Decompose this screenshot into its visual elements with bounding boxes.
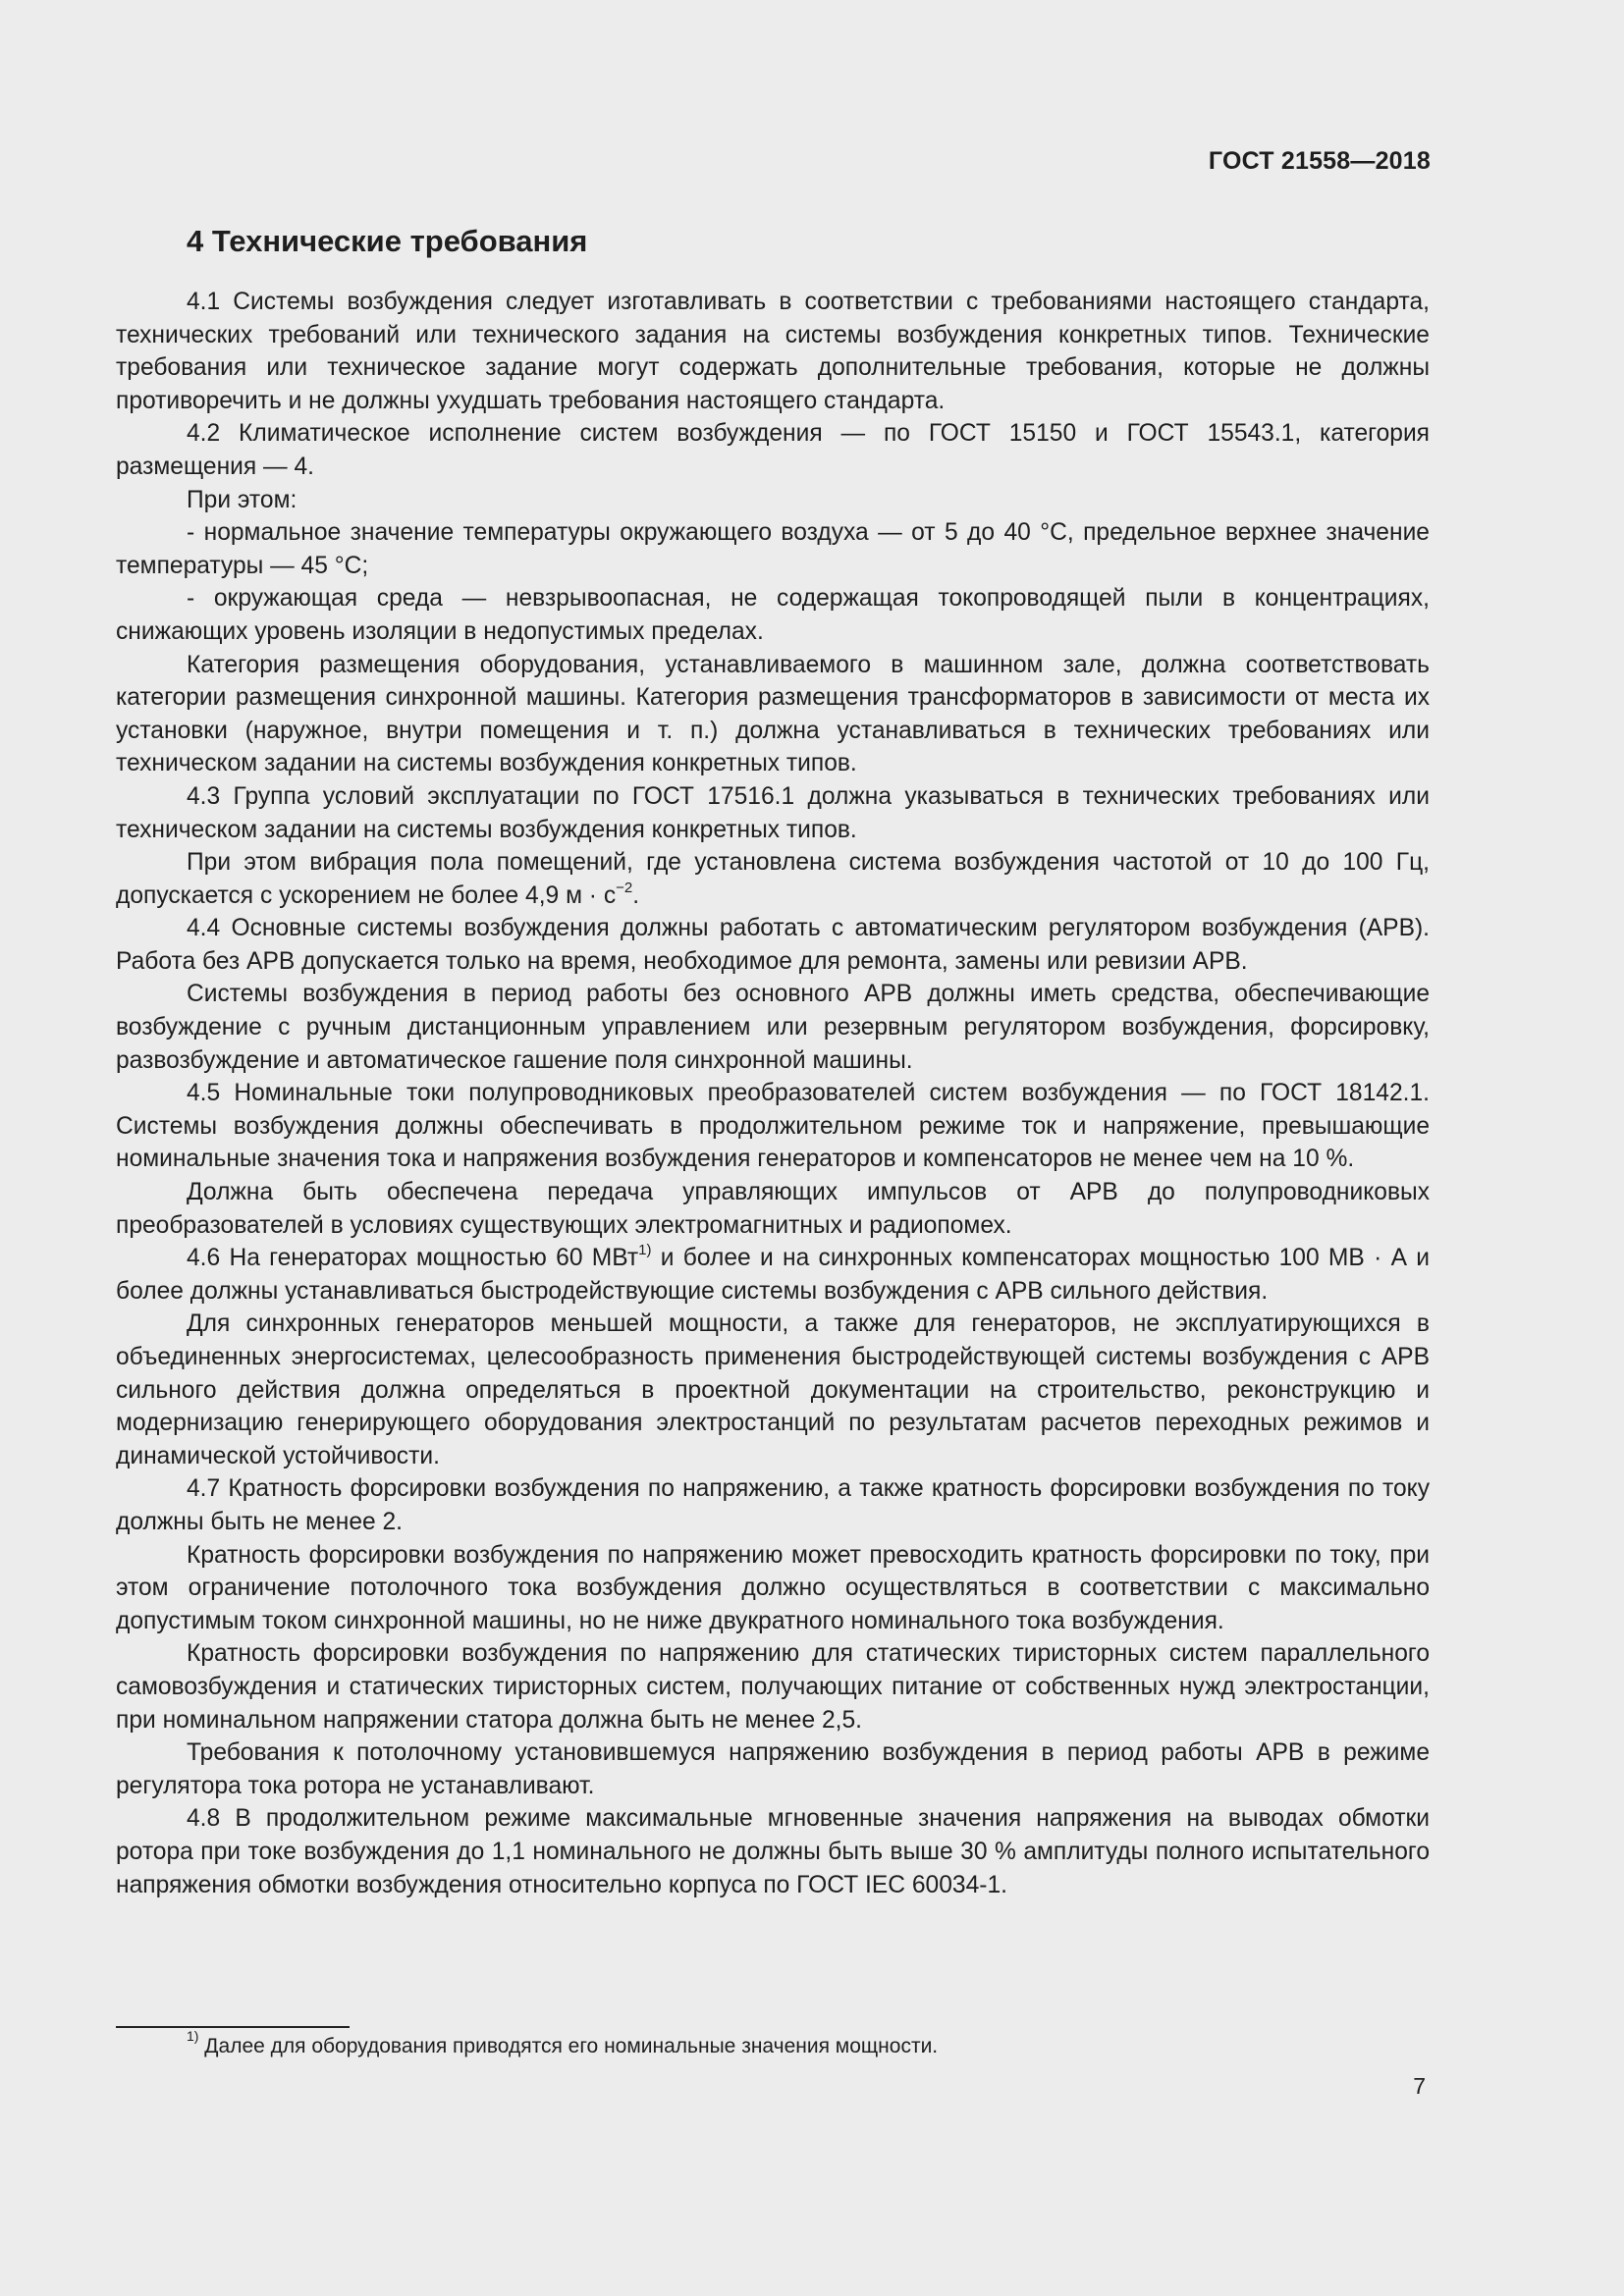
document-code: ГОСТ 21558—2018 [1208,147,1431,175]
paragraph-small-generators: Для синхронных генераторов меньшей мощности, а также для генераторов, не эксплуатирующихся в объединенных энергосистемах, целесообразность применения быстродействующей системы возбуждения с АРВ сильного действия должна определяться в проектной документации на строительство, реконструкцию и модернизацию генерирующего оборудования электростанций по результатам расчетов переходных режимов и динамической устойчивости. [116,1310,1430,1469]
vibration-text: При этом вибрация пола помещений, где установлена система возбуждения частотой от 10 до 100 Гц, допускается с ускорением не более 4,9 м · с [116,849,1430,909]
p46-start: 4.6 На генераторах мощностью 60 МВт [187,1245,639,1272]
footnote-text: Далее для оборудования приводятся его номинальные значения мощности. [198,2035,939,2057]
paragraph-4-8: 4.8 В продолжительном режиме максимальные мгновенные значения напряжения на выводах обмотки ротора при токе возбуждения до 1,1 номинального не должны быть выше 30 % амплитуды полного испытательного напряжения обмотки возбуждения относительно корпуса по ГОСТ IEC 60034-1. [116,1805,1430,1898]
period: . [632,881,640,909]
footnote-marker: 1) [187,2028,199,2044]
paragraph-4-4: 4.4 Основные системы возбуждения должны работать с автоматическим регулятором возбуждения (АРВ). Работа без АРВ допускается только на время, необходимое для ремонта, замены или ревизии АРВ. [116,915,1430,975]
footnote-divider [116,2026,350,2028]
paragraph-4-6 [116,1242,1430,1308]
paragraph-4-3: 4.3 Группа условий эксплуатации по ГОСТ 17516.1 должна указываться в технических требованиях или техническом задании на системы возбуждения конкретных типов. [116,782,1430,843]
exponent: −2 [616,879,633,896]
paragraph-vibration [116,846,1430,912]
paragraph-4-1: 4.1 Системы возбуждения следует изготавливать в соответствии с требованиями настоящего стандарта, технических требований или технического задания на системы возбуждения конкретных типов. Технические требования или техническое задание могут содержать дополнительные требования, которые не должны противоречить и не должны ухудшать требования настоящего стандарта. [116,289,1430,414]
paragraph-forcing-voltage: Кратность форсировки возбуждения по напряжению может превосходить кратность форсировки по току, при этом ограничение потолочного тока возбуждения должно осуществляться в соответствии с максимально допустимым током синхронной машины, но не ниже двукратного номинального тока возбуждения. [116,1541,1430,1634]
p46-rest: и более и на синхронных компенсаторах мощностью 100 МВ · А и более должны устанавливаться быстродействующие системы возбуждения с АРВ сильного действия. [116,1245,1430,1305]
paragraph-placement-category: Категория размещения оборудования, устанавливаемого в машинном зале, должна соответствовать категории размещения синхронной машины. Категория размещения трансформаторов в зависимости от места их установки (наружное, внутри помещения и т. п.) должна устанавливаться в технических требованиях или техническом задании на системы возбуждения конкретных типов. [116,651,1430,777]
paragraph-ceiling-voltage: Требования к потолочному установившемуся напряжению возбуждения в период работы АРВ в режиме регулятора тока ротора не устанавливают. [116,1739,1430,1799]
paragraph-control-pulses: Должна быть обеспечена передача управляющих импульсов от АРВ до полупроводниковых преобразователей в условиях существующих электромагнитных и радиопомех. [116,1179,1430,1239]
page-number: 7 [1413,2073,1426,2099]
paragraph-4-7: 4.7 Кратность форсировки возбуждения по напряжению, а также кратность форсировки возбуждения по току должны быть не менее 2. [116,1475,1430,1535]
paragraph-thyristor-systems: Кратность форсировки возбуждения по напряжению для статических тиристорных систем параллельного самовозбуждения и статических тиристорных систем, получающих питание от собственных нужд электростанции, при номинальном напряжении статора должна быть не менее 2,5. [116,1640,1430,1734]
paragraph-4-2: 4.2 Климатическое исполнение систем возбуждения — по ГОСТ 15150 и ГОСТ 15543.1, категория размещения — 4. [116,420,1430,480]
footnote [187,2028,939,2061]
paragraph-4-5: 4.5 Номинальные токи полупроводниковых преобразователей систем возбуждения — по ГОСТ 18142.1. Системы возбуждения должны обеспечивать в продолжительном режиме ток и напряжение, превышающие номинальные значения тока и напряжения возбуждения генераторов и компенсаторов не менее чем на 10 %. [116,1080,1430,1173]
section-title: 4 Технические требования [187,224,588,258]
body-text [116,286,1430,1901]
list-item-environment: - окружающая среда — невзрывоопасная, не содержащая токопроводящей пыли в концентрациях, снижающих уровень изоляции в недопустимых пределах. [116,585,1430,645]
paragraph-pri-etom: При этом: [187,486,298,513]
paragraph-backup-arv: Системы возбуждения в период работы без основного АРВ должны иметь средства, обеспечивающие возбуждение с ручным дистанционным управлением или резервным регулятором возбуждения, форсировку, развозбуждение и автоматическое гашение поля синхронной машины. [116,981,1430,1074]
list-item-temperature: - нормальное значение температуры окружающего воздуха — от 5 до 40 °С, предельное верхнее значение температуры — 45 °С; [116,519,1430,579]
footnote-ref: 1) [638,1242,652,1259]
